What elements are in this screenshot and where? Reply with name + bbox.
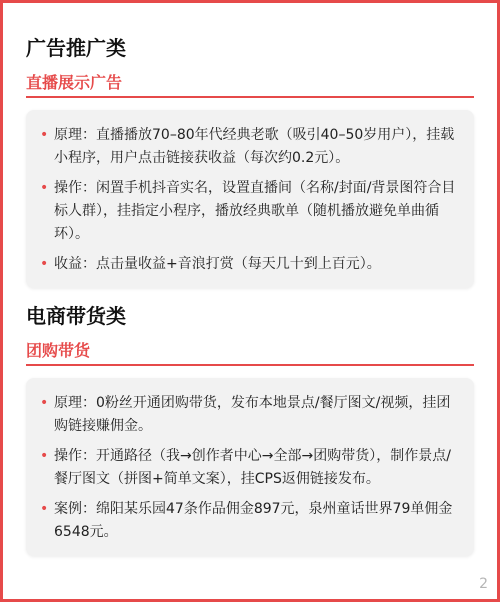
- list-item: [40, 392, 460, 438]
- page-content: [26, 34, 474, 556]
- subheading-underline: [26, 72, 474, 98]
- list-item-text: 原理：直播播放70–80年代经典老歌（吸引40–50岁用户），挂载小程序，用户点击链接获收益（每次约0.2元）。: [54, 127, 455, 166]
- list-item: [40, 498, 460, 544]
- page-number: 2: [479, 576, 488, 592]
- list-item-text: 操作：开通路径（我→创作者中心→全部→团购带货），制作景点/餐厅图文（拼图+简单文案），挂CPS返佣链接发布。: [54, 448, 451, 487]
- subheading-group-buy: [26, 338, 474, 368]
- info-card-live-ads: [26, 110, 474, 288]
- section-title-ads: 广告推广类: [26, 36, 126, 60]
- subheading-label: 团购带货: [26, 341, 91, 360]
- list-item: [40, 177, 460, 246]
- list-item-text: 案例：绵阳某乐园47条作品佣金897元，泉州童话世界79单佣金6548元。: [54, 501, 453, 540]
- bullet-dot-icon: •: [40, 127, 49, 143]
- list-item-text: 收益：点击量收益+音浪打赏（每天几十到上百元）。: [54, 256, 381, 272]
- list-item-text: 操作：闲置手机抖音实名，设置直播间（名称/封面/背景图符合目标人群），挂指定小程序，播放经典歌单（随机播放避免单曲循环）。: [54, 180, 456, 242]
- bullet-dot-icon: •: [40, 395, 49, 411]
- bullet-dot-icon: •: [40, 501, 49, 517]
- list-item: [40, 253, 460, 276]
- list-item-text: 原理：0粉丝开通团购带货，发布本地景点/餐厅图文/视频，挂团购链接赚佣金。: [54, 395, 451, 434]
- list-item: [40, 124, 460, 170]
- info-card-group-buy: [26, 378, 474, 556]
- subheading-label: 直播展示广告: [26, 73, 123, 92]
- subheading-live-ads: [26, 70, 474, 100]
- bullet-dot-icon: •: [40, 256, 49, 272]
- list-item: [40, 445, 460, 491]
- bullet-dot-icon: •: [40, 180, 49, 196]
- section-spacer: [26, 288, 474, 302]
- section-title-ecommerce: 电商带货类: [26, 304, 126, 328]
- bullet-dot-icon: •: [40, 448, 49, 464]
- subheading-underline: [26, 340, 474, 366]
